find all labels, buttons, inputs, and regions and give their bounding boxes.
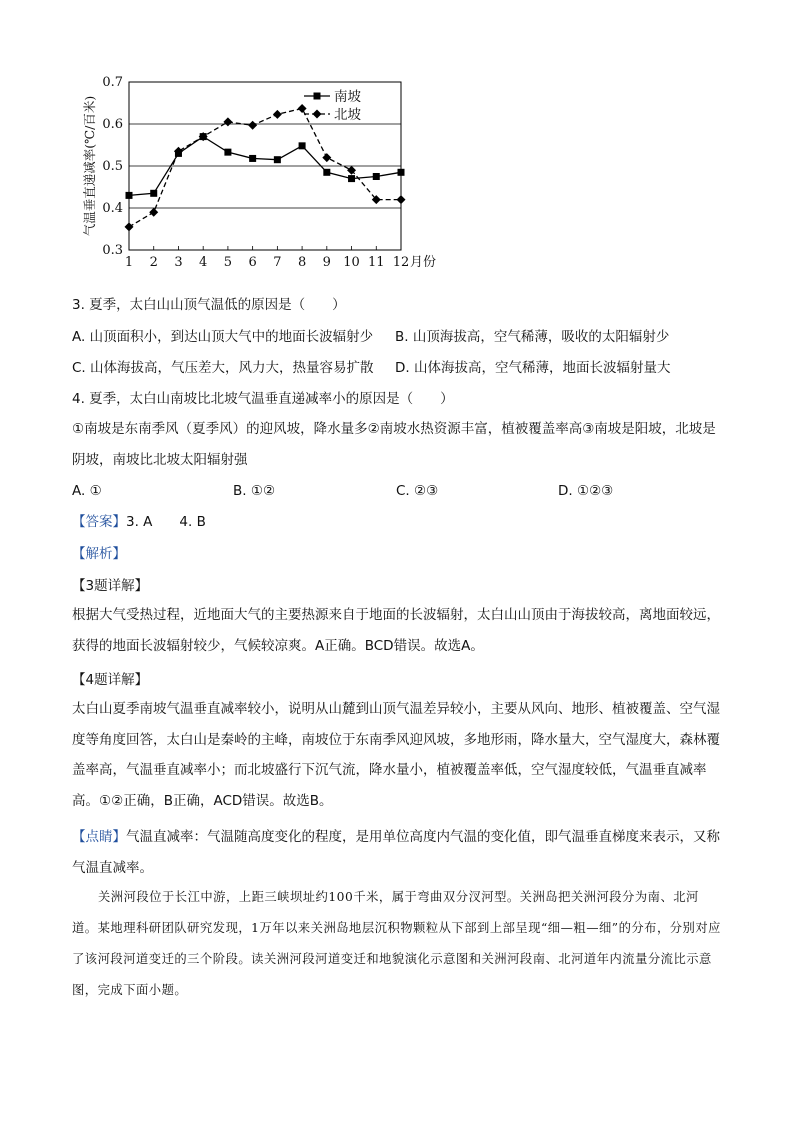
detail-3-text: 根据大气受热过程，近地面大气的主要热源来自于地面的长波辐射，太白山山顶由于海拔较高，离地面较远，获得的地面长波辐射较少，气候较凉爽。A正确。BCD错误。故选A。	[72, 607, 720, 654]
x-tick-label: 1	[124, 255, 134, 270]
detail-4-text: 太白山夏季南坡气温垂直减率较小，说明从山麓到山顶气温差异较小，主要从风向、地形、植被覆盖、空气湿度等角度回答，太白山是秦岭的主峰，南坡位于东南季风迎风坡，多地形雨，降水量大，空气湿度大，森林覆盖率高，气温垂直减率小；而北坡盛行下沉气流，降水量小，植被覆盖率低，空气湿度较低，气温垂直减率高。①②正确，B正确，ACD错误。故选B。	[72, 701, 720, 809]
q4-stem: 4. 夏季，太白山南坡比北坡气温垂直递减率小的原因是（ ）	[72, 391, 454, 407]
north-point	[322, 153, 331, 162]
x-tick-label: 6	[248, 255, 257, 270]
answer-label: 【答案】	[72, 514, 126, 530]
north-point	[149, 208, 158, 217]
north-point	[125, 222, 134, 231]
legend-marker-south	[314, 93, 321, 100]
detail-4-label: 【4题详解】	[72, 672, 149, 688]
chart-svg	[74, 72, 454, 282]
x-tick-label: 12	[392, 255, 410, 270]
answer-text: 3. A 4. B	[126, 514, 206, 530]
tip-label: 【点睛】	[72, 829, 126, 845]
x-tick-label: 8	[297, 255, 307, 270]
detail-3-label: 【3题详解】	[72, 578, 149, 594]
q4-option-d[interactable]: D. ①②③	[558, 483, 614, 499]
x-tick-label: 9	[322, 255, 331, 270]
tip-row	[72, 822, 724, 883]
q4-option-a[interactable]: A. ①	[72, 483, 102, 499]
x-tick-label: 2	[149, 255, 158, 270]
q3-option-a[interactable]: A. 山顶面积小，到达山顶大气中的地面长波辐射少	[72, 329, 374, 345]
north-point	[273, 110, 282, 119]
analysis-label: 【解析】	[72, 546, 126, 562]
tip-text: 气温直减率：气温随高度变化的程度，是用单位高度内气温的变化值，即气温垂直梯度来表示，又称气温直减率。	[72, 829, 720, 876]
legend-marker-north	[313, 110, 322, 119]
legend-label-north: 北坡	[334, 107, 361, 123]
q4-option-b[interactable]: B. ①②	[233, 483, 276, 499]
south-point	[299, 142, 306, 149]
q3-option-d[interactable]: D. 山体海拔高，空气稀薄，地面长波辐射量大	[395, 360, 671, 376]
x-tick-label: 11	[367, 255, 385, 270]
y-tick-label: 0.6	[102, 117, 123, 132]
south-point	[348, 175, 355, 182]
south-point	[398, 169, 405, 176]
south-point	[150, 190, 157, 197]
x-tick-label: 10	[343, 255, 360, 270]
north-point	[397, 195, 406, 204]
north-point	[248, 121, 257, 130]
lapse-rate-chart	[74, 72, 454, 282]
south-point	[323, 169, 330, 176]
south-point	[126, 192, 133, 199]
north-point	[223, 117, 232, 126]
y-tick-label: 0.3	[102, 243, 123, 258]
south-point	[373, 173, 380, 180]
y-tick-label: 0.5	[102, 159, 123, 174]
x-tick-label: 4	[199, 255, 208, 270]
q3-option-c[interactable]: C. 山体海拔高，气压差大，风力大，热量容易扩散	[72, 360, 374, 376]
legend-label-south: 南坡	[334, 89, 361, 105]
x-tick-label: 7	[273, 255, 282, 270]
y-axis-label: 气温垂直递减率(℃/百米)	[82, 95, 97, 237]
x-axis-label: 月份	[409, 255, 437, 270]
y-tick-label: 0.7	[102, 75, 123, 90]
x-tick-label: 5	[223, 255, 233, 270]
q4-statements: ①南坡是东南季风（夏季风）的迎风坡，降水量多②南坡水热资源丰富，植被覆盖率高③南坡是阳坡，北坡是阴坡，南坡比北坡太阳辐射强	[72, 421, 716, 468]
north-point	[298, 104, 307, 113]
q3-stem: 3. 夏季，太白山山顶气温低的原因是（ ）	[72, 297, 346, 313]
passage-intro: 关洲河段位于长江中游，上距三峡坝址约100千米，属于弯曲双分汊河型。关洲岛把关洲河段分为南、北河道。某地理科研团队研究发现，1万年以来关洲岛地层沉积物颗粒从下部到上部呈现“细—粗—细”的分布，分别对应了该河段河道变迁的三个阶段。读关洲河段河道变迁和地貌演化示意图和关洲河段南、北河道年内流量分流比示意图，完成下面小题。	[72, 890, 721, 997]
y-tick-label: 0.4	[102, 201, 123, 216]
south-point	[249, 155, 256, 162]
x-tick-label: 3	[174, 255, 183, 270]
q3-option-b[interactable]: B. 山顶海拔高，空气稀薄，吸收的太阳辐射少	[395, 329, 670, 345]
answer-row	[72, 512, 206, 532]
q4-option-c[interactable]: C. ②③	[396, 483, 439, 499]
south-point	[224, 149, 231, 156]
south-point	[274, 156, 281, 163]
